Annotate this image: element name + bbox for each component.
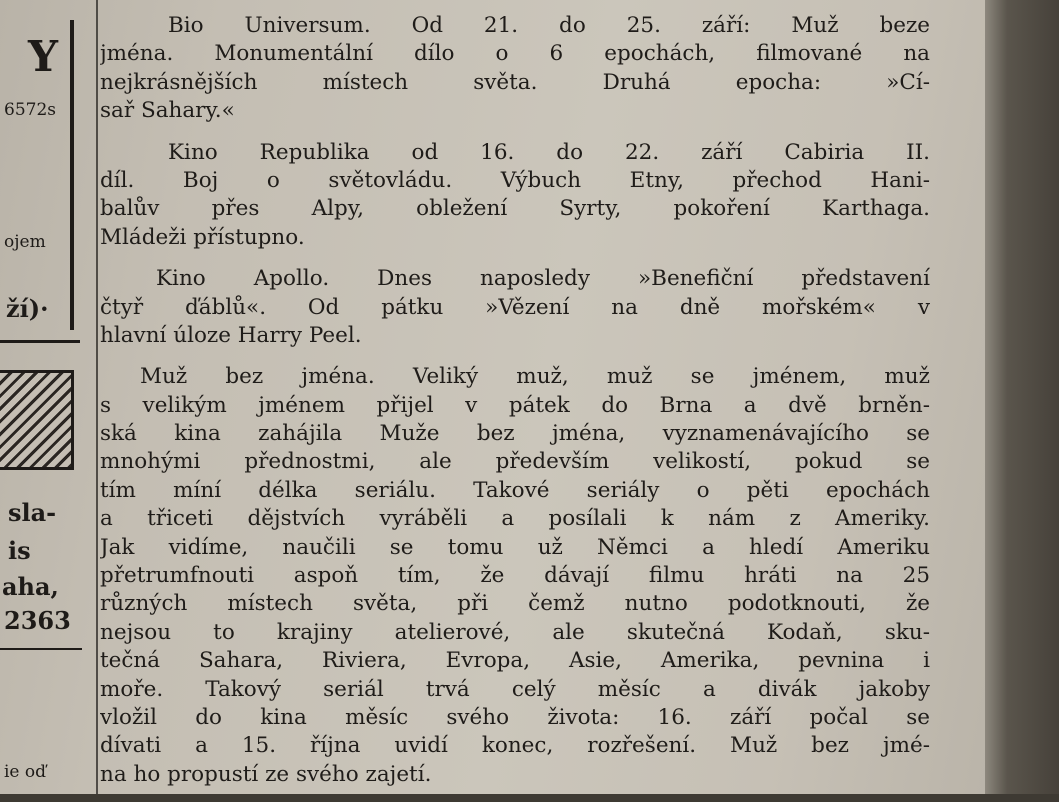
left-fragment-6: is [8, 536, 31, 565]
column-rule [96, 0, 98, 794]
text-line: Bio Universum. Od 21. do 25. září: Muž beze [168, 13, 930, 38]
text-line: díl. Boj o světovládu. Výbuch Etny, přechod Hani- [100, 167, 930, 193]
paragraph-kino-apollo [100, 265, 930, 350]
left-fragment-5: sla- [8, 498, 57, 527]
left-fragment-4: ží)· [6, 294, 49, 323]
text-line: tím míní délka seriálu. Takové seriály o pěti epochách [100, 477, 930, 503]
left-fragment-7: aha, [2, 572, 59, 601]
text-line: tečná Sahara, Riviera, Evropa, Asie, Amerika, pevnina i [100, 648, 930, 674]
left-fragment-2: 6572s [4, 100, 56, 120]
left-fragment-3: ojem [4, 232, 46, 252]
text-line: balův přes Alpy, obležení Syrty, pokoření Karthaga. [100, 196, 930, 222]
text-line: dívati a 15. října uvidí konec, rozřešení. Muž bez jmé- [100, 733, 930, 759]
left-column-clipping [0, 0, 95, 794]
left-fragment-8: 2363 [4, 606, 71, 635]
text-line: na ho propustí ze svého zajetí. [100, 761, 432, 787]
page-edge-shadow [985, 0, 1059, 794]
paragraph-kino-republika [100, 139, 930, 253]
text-line: mnohými přednostmi, ale především velikostí, pokud se [100, 449, 930, 475]
paragraph-bio-universum [100, 12, 930, 126]
text-line: přetrumfnouti aspoň tím, že dávají filmu hráti na 25 [100, 563, 930, 589]
text-line: hlavní úloze Harry Peel. [100, 322, 362, 348]
text-line: nejsou to krajiny atelierové, ale skutečná Kodaň, sku- [100, 619, 930, 645]
left-divider-2 [0, 648, 82, 650]
text-line: čtyř ďáblů«. Od pátku »Vězení na dně mořském« v [100, 294, 930, 320]
left-ad-graphic [0, 370, 74, 470]
left-border-line [70, 20, 74, 330]
text-line: různých místech světa, při čemž nutno podotknouti, že [100, 591, 930, 617]
left-fragment-1: Y [28, 32, 58, 81]
text-line: nejkrásnějších místech světa. Druhá epocha: »Cí- [100, 69, 930, 95]
text-line: Mládeži přístupno. [100, 224, 305, 250]
article-column [100, 12, 930, 802]
paragraph-muz-bez-jmena [100, 363, 930, 789]
text-line: jména. Monumentální dílo o 6 epochách, filmované na [100, 41, 930, 67]
text-line: a třiceti dějstvích vyráběli a posílali k nám z Ameriky. [100, 506, 930, 532]
text-line: moře. Takový seriál trvá celý měsíc a divák jakoby [100, 676, 930, 702]
text-line: Kino Apollo. Dnes naposledy »Benefiční představení [156, 266, 930, 292]
text-line: Jak vidíme, naučili se tomu už Němci a hledí Ameriku [100, 534, 930, 560]
left-divider-1 [0, 340, 80, 343]
text-line: ská kina zahájila Muže bez jména, vyznamenávajícího se [100, 421, 930, 447]
text-line: vložil do kina měsíc svého života: 16. září počal se [100, 704, 930, 730]
text-line: Kino Republika od 16. do 22. září Cabiria II. [168, 139, 930, 165]
text-line: s velikým jménem přijel v pátek do Brna a dvě brněn- [100, 392, 930, 418]
text-line: Muž bez jména. Veliký muž, muž se jménem, muž [140, 364, 930, 390]
left-fragment-9: ie oď [4, 762, 47, 782]
text-line: sař Sahary.« [100, 98, 235, 124]
